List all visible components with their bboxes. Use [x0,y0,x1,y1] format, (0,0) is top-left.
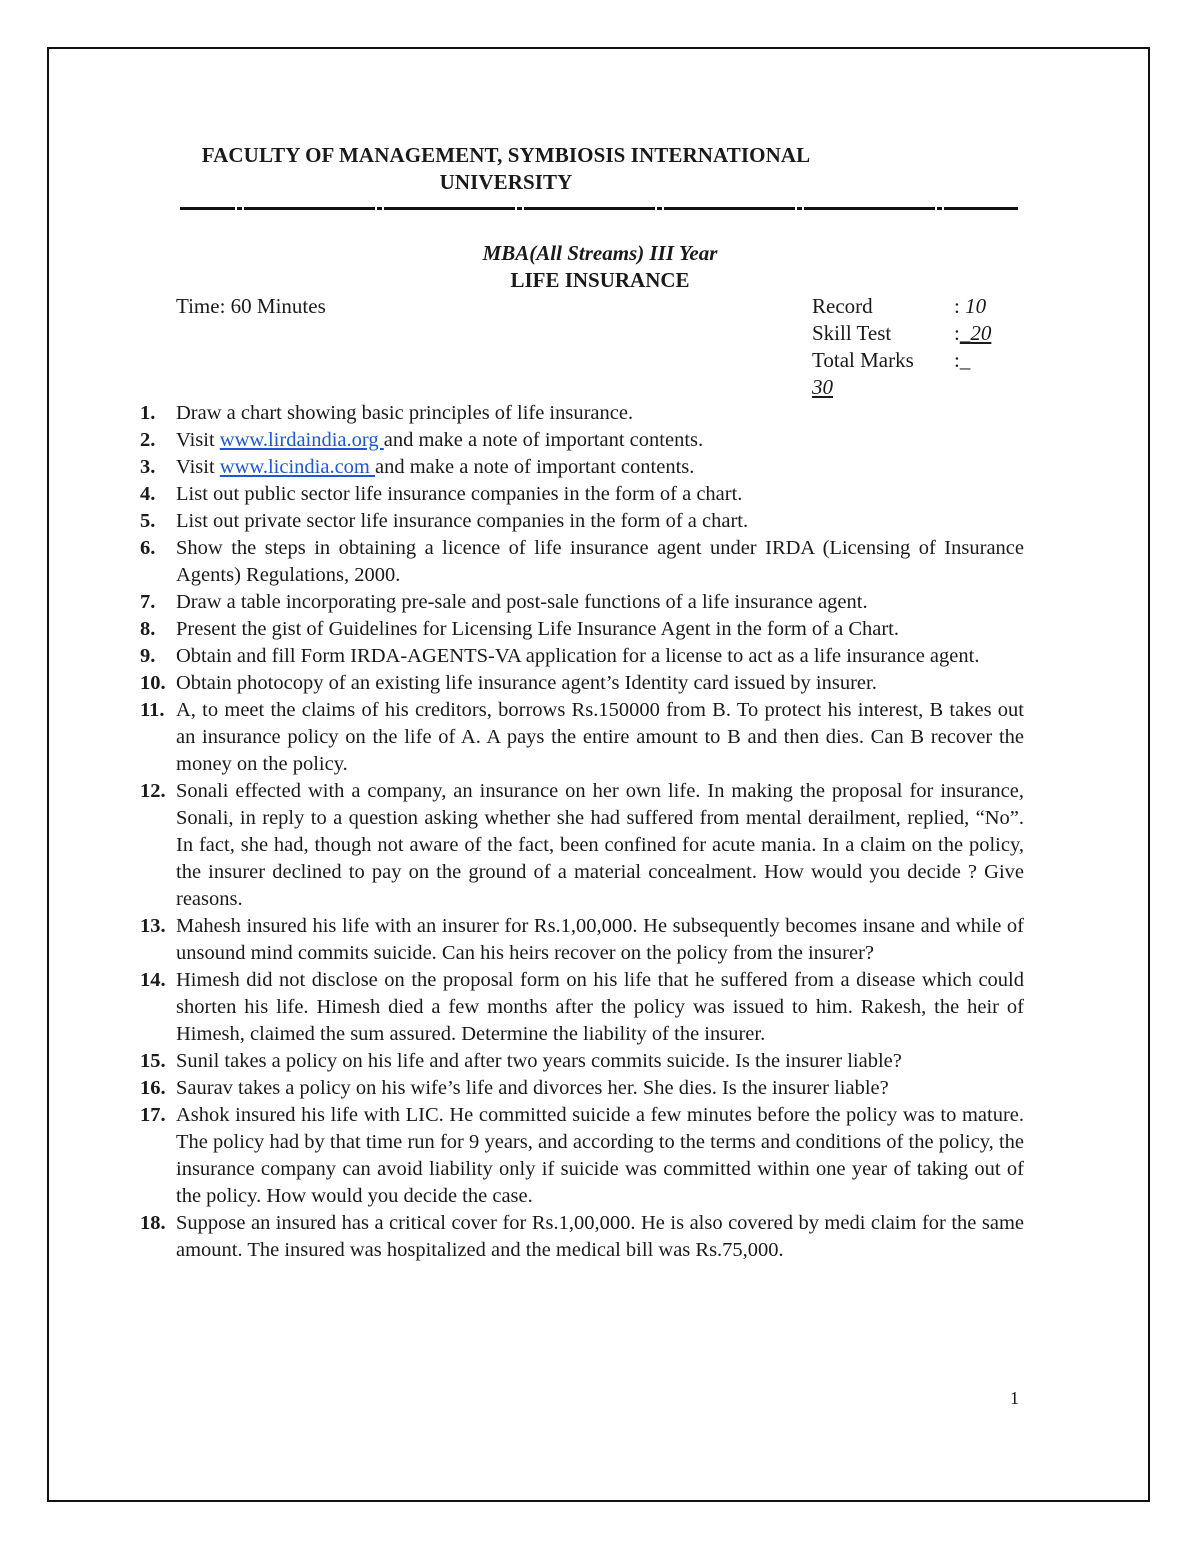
list-item [140,508,1024,535]
question-number: 1. [140,402,156,424]
total-marks-label: Total Marks [812,348,914,372]
record-value: 10 [965,294,987,318]
question-number: 11. [140,699,165,721]
question-text-prefix: Visit [176,429,220,451]
list-item [140,778,1024,913]
institution-heading-line1: FACULTY OF MANAGEMENT, SYMBIOSIS INTERNATIONAL [201,143,811,167]
marks-breakdown [812,293,1012,401]
header-rule-pattern [180,207,1018,210]
marks-row-total-value [812,374,1012,401]
question-number: 9. [140,645,156,667]
question-text-suffix: and make a note of important contents. [383,429,704,451]
question-text: Suppose an insured has a critical cover for Rs.1,00,000. He is also covered by medi claim for the same amount. The insured was hospitalized and the medical bill was Rs.75,000. [176,1212,1024,1261]
question-number: 10. [140,672,166,694]
question-text: List out public sector life insurance companies in the form of a chart. [176,483,743,505]
irda-link[interactable]: www.lirdaindia.org [219,429,384,451]
question-text: Present the gist of Guidelines for Licensing Life Insurance Agent in the form of a Chart. [176,618,899,640]
list-item [140,454,1024,481]
question-text: Saurav takes a policy on his wife’s life and divorces her. She dies. Is the insurer liable? [176,1077,889,1099]
list-item [140,1210,1024,1264]
question-text: Draw a table incorporating pre-sale and post-sale functions of a life insurance agent. [176,591,868,613]
blank: _ [959,321,971,345]
question-text: Show the steps in obtaining a licence of life insurance agent under IRDA (Licensing of Insurance Agents) Regulations, 2000. [176,537,1024,586]
lic-link[interactable]: www.licindia.com [219,456,375,478]
question-text: Draw a chart showing basic principles of life insurance. [176,402,634,424]
question-number: 2. [140,429,156,451]
question-number: 5. [140,510,156,532]
question-number: 4. [140,483,156,505]
question-number: 13. [140,915,166,937]
question-number: 18. [140,1212,166,1234]
question-number: 12. [140,780,166,802]
list-item [140,697,1024,778]
total-marks-blank-cell [954,347,970,374]
program-title: MBA(All Streams) III Year [482,241,718,265]
question-text: Obtain and fill Form IRDA-AGENTS-VA application for a license to act as a life insurance agent. [176,645,980,667]
institution-heading-line2: UNIVERSITY [439,170,573,194]
list-item [140,1102,1024,1210]
question-number: 17. [140,1104,166,1126]
list-item [140,535,1024,589]
colon: : [954,294,960,318]
colon: : [954,321,960,345]
question-text: Sunil takes a policy on his life and after two years commits suicide. Is the insurer liable? [176,1050,902,1072]
marks-row-total [812,347,1012,374]
question-number: 8. [140,618,156,640]
list-item [140,616,1024,643]
question-list [140,400,1024,1264]
marks-row-record [812,293,1012,320]
question-text: A, to meet the claims of his creditors, borrows Rs.150000 from B. To protect his interest, B takes out an insurance policy on the life of A. A pays the entire amount to B and then dies. Can B recover the money on the policy. [176,699,1024,775]
record-label: Record [812,294,873,318]
question-text-prefix: Visit [176,456,220,478]
skill-test-label: Skill Test [812,321,892,345]
question-number: 3. [140,456,156,478]
question-text: Himesh did not disclose on the proposal form on his life that he suffered from a disease which could shorten his life. Himesh died a few months after the policy was issued to him. Rakesh, the heir of Himesh, claimed the sum assured. Determine the liability of the insurer. [176,969,1024,1045]
list-item [140,481,1024,508]
total-marks-value: 30 [812,375,833,399]
list-item [140,967,1024,1048]
marks-row-skill [812,320,1012,347]
question-number: 14. [140,969,166,991]
time-allowed: Time: 60 Minutes [176,294,326,318]
list-item [140,643,1024,670]
question-text: Obtain photocopy of an existing life insurance agent’s Identity card issued by insurer. [176,672,877,694]
skill-test-value-cell [954,320,991,347]
question-text-suffix: and make a note of important contents. [375,456,695,478]
question-number: 7. [140,591,156,613]
question-number: 15. [140,1050,166,1072]
list-item [140,589,1024,616]
list-item [140,913,1024,967]
subject-title: LIFE INSURANCE [510,268,690,292]
question-number: 6. [140,537,156,559]
colon: : [954,348,960,372]
question-text: Sonali effected with a company, an insurance on her own life. In making the proposal for insurance, Sonali, in reply to a question asking whether she had suffered from mental derailment, replied, “No”. In fact, she had, though not aware of the fact, been confined for acute mania. In a claim on the policy, the insurer declined to pay on the ground of a material concealment. How would you decide ? Give reasons. [176,780,1024,910]
list-item [140,427,1024,454]
question-text: Mahesh insured his life with an insurer for Rs.1,00,000. He subsequently becomes insane and while of unsound mind commits suicide. Can his heirs recover on the policy from the insurer? [176,915,1024,964]
blank: _ [959,348,971,372]
page-number: 1 [1010,1388,1019,1408]
institution-heading [0,142,1012,196]
list-item [140,670,1024,697]
list-item [140,1048,1024,1075]
question-text: List out private sector life insurance companies in the form of a chart. [176,510,749,532]
list-item [140,1075,1024,1102]
list-item [140,400,1024,427]
skill-test-value: 20 [970,321,992,345]
question-text: Ashok insured his life with LIC. He committed suicide a few minutes before the policy was to mature. The policy had by that time run for 9 years, and according to the terms and conditions of the policy, the insurance company can avoid liability only if suicide was committed within one year of taking out of the policy. How would you decide the case. [176,1104,1024,1207]
question-number: 16. [140,1077,166,1099]
course-heading [0,240,1200,294]
record-value-cell [954,293,986,320]
